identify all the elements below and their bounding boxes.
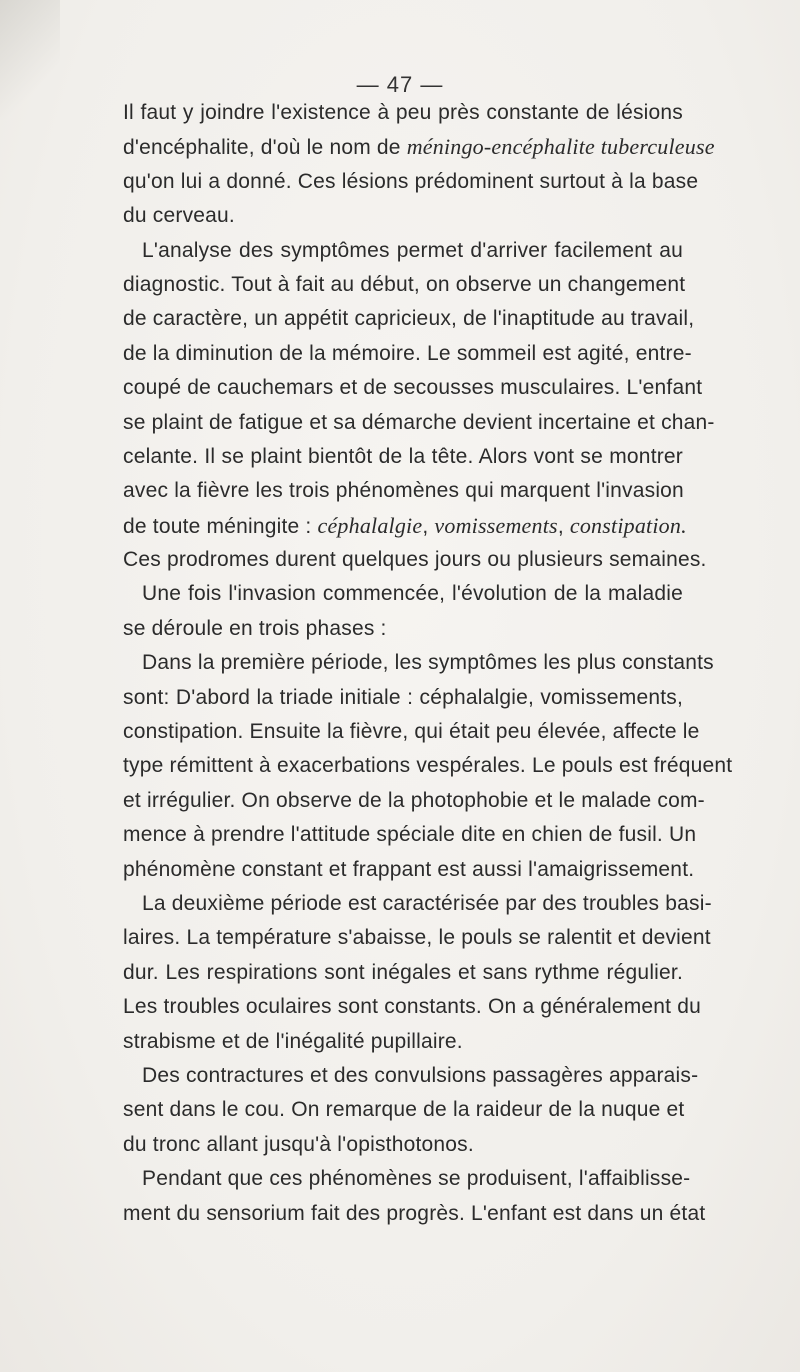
text-line bbox=[123, 543, 707, 577]
text-line bbox=[123, 509, 687, 543]
text-line bbox=[123, 337, 692, 371]
text-line bbox=[123, 440, 683, 474]
text-line bbox=[123, 234, 683, 268]
text-line bbox=[123, 853, 695, 887]
text-line bbox=[123, 956, 683, 990]
text-line bbox=[123, 1197, 706, 1231]
text-line bbox=[123, 887, 712, 921]
text-segment: ment du sensorium fait des progrès. L'enfant est dans un état bbox=[123, 1201, 706, 1225]
text-line bbox=[123, 818, 697, 852]
text-segment: et irrégulier. On observe de la photophobie et le malade com- bbox=[123, 788, 705, 812]
text-line bbox=[123, 1093, 683, 1127]
text-segment: Dans la première période, les symptômes les plus constants bbox=[142, 651, 714, 675]
text-segment: Les troubles oculaires sont constants. On a généralement du bbox=[123, 995, 701, 1019]
text-line bbox=[123, 646, 714, 680]
text-segment: Ces prodromes durent quelques jours ou plusieurs semaines. bbox=[123, 548, 707, 572]
text-segment: mence à prendre l'attitude spéciale dite en chien de fusil. Un bbox=[123, 823, 697, 847]
text-segment: de toute méningite : bbox=[123, 514, 318, 538]
italic-term: vomissements bbox=[434, 512, 558, 538]
text-segment: Des contractures et des convulsions passagères apparais- bbox=[142, 1063, 699, 1087]
text-segment: du cerveau. bbox=[123, 204, 235, 228]
italic-term: méningo-encéphalite tuberculeuse bbox=[406, 134, 715, 160]
text-segment: diagnostic. Tout à fait au début, on observe un changement bbox=[123, 272, 686, 296]
text-line bbox=[123, 96, 683, 130]
text-segment: Il faut y joindre l'existence à peu près constante de lésions bbox=[123, 101, 683, 124]
italic-term: céphalalgie bbox=[317, 512, 423, 538]
text-segment: coupé de cauchemars et de secousses musculaires. L'enfant bbox=[123, 376, 703, 400]
text-segment: type rémittent à exacerbations vespérales. Le pouls est fréquent bbox=[123, 754, 733, 778]
body-text bbox=[123, 96, 733, 1231]
text-line bbox=[123, 612, 683, 646]
text-line bbox=[123, 406, 715, 440]
text-segment: phénomène constant et frappant est aussi l'amaigrissement. bbox=[123, 857, 695, 881]
text-segment: sont: D'abord la triade initiale : céphalalgie, vomissements, bbox=[123, 685, 683, 709]
text-segment: La deuxième période est caractérisée par des troubles basi- bbox=[142, 891, 712, 915]
text-segment: Une fois l'invasion commencée, l'évolution de la maladie bbox=[142, 582, 683, 606]
text-line bbox=[123, 1059, 699, 1093]
text-segment: se déroule en trois phases : bbox=[123, 616, 387, 640]
text-line bbox=[123, 474, 683, 508]
text-segment: sent dans le cou. On remarque de la raideur de la nuque et bbox=[123, 1098, 685, 1122]
text-segment: de caractère, un appétit capricieux, de l'inaptitude au travail, bbox=[123, 307, 695, 331]
text-segment: avec la fièvre les trois phénomènes qui marquent l'invasion bbox=[123, 479, 684, 503]
text-segment: constipation. Ensuite la fièvre, qui était peu élevée, affecte le bbox=[123, 720, 700, 744]
italic-term: constipation. bbox=[569, 512, 687, 538]
text-segment: strabisme et de l'inégalité pupillaire. bbox=[123, 1029, 463, 1053]
text-segment: laires. La température s'abaisse, le pouls se ralentit et devient bbox=[123, 926, 711, 950]
text-segment: , bbox=[557, 514, 570, 538]
text-line bbox=[123, 715, 700, 749]
text-line bbox=[123, 1025, 683, 1059]
text-segment: Pendant que ces phénomènes se produisent, l'affaiblisse- bbox=[142, 1167, 691, 1191]
text-segment: L'analyse des symptômes permet d'arriver facilement au bbox=[142, 238, 683, 262]
text-segment: , bbox=[422, 514, 435, 538]
text-line bbox=[123, 921, 711, 955]
text-segment: d'encéphalite, d'où le nom de bbox=[123, 136, 407, 160]
text-line bbox=[123, 371, 703, 405]
text-line bbox=[123, 199, 683, 233]
text-line bbox=[123, 681, 683, 715]
page-number: — 47 — bbox=[356, 72, 444, 97]
text-line bbox=[123, 990, 701, 1024]
page-corner-shadow bbox=[0, 0, 60, 120]
text-segment: qu'on lui a donné. Ces lésions prédominent surtout à la base bbox=[123, 169, 699, 193]
text-line bbox=[123, 165, 699, 199]
text-line bbox=[123, 1162, 691, 1196]
text-line bbox=[123, 130, 715, 164]
text-segment: de la diminution de la mémoire. Le sommeil est agité, entre- bbox=[123, 341, 692, 365]
text-segment: se plaint de fatigue et sa démarche devient incertaine et chan- bbox=[123, 410, 715, 434]
text-segment: du tronc allant jusqu'à l'opisthotonos. bbox=[123, 1132, 474, 1156]
text-line bbox=[123, 749, 733, 783]
text-segment: celante. Il se plaint bientôt de la tête. Alors vont se montrer bbox=[123, 444, 683, 468]
text-line bbox=[123, 302, 695, 336]
text-line bbox=[123, 577, 683, 611]
text-line bbox=[123, 1128, 683, 1162]
text-line bbox=[123, 784, 705, 818]
text-segment: dur. Les respirations sont inégales et sans rythme régulier. bbox=[123, 960, 683, 984]
text-line bbox=[123, 268, 686, 302]
